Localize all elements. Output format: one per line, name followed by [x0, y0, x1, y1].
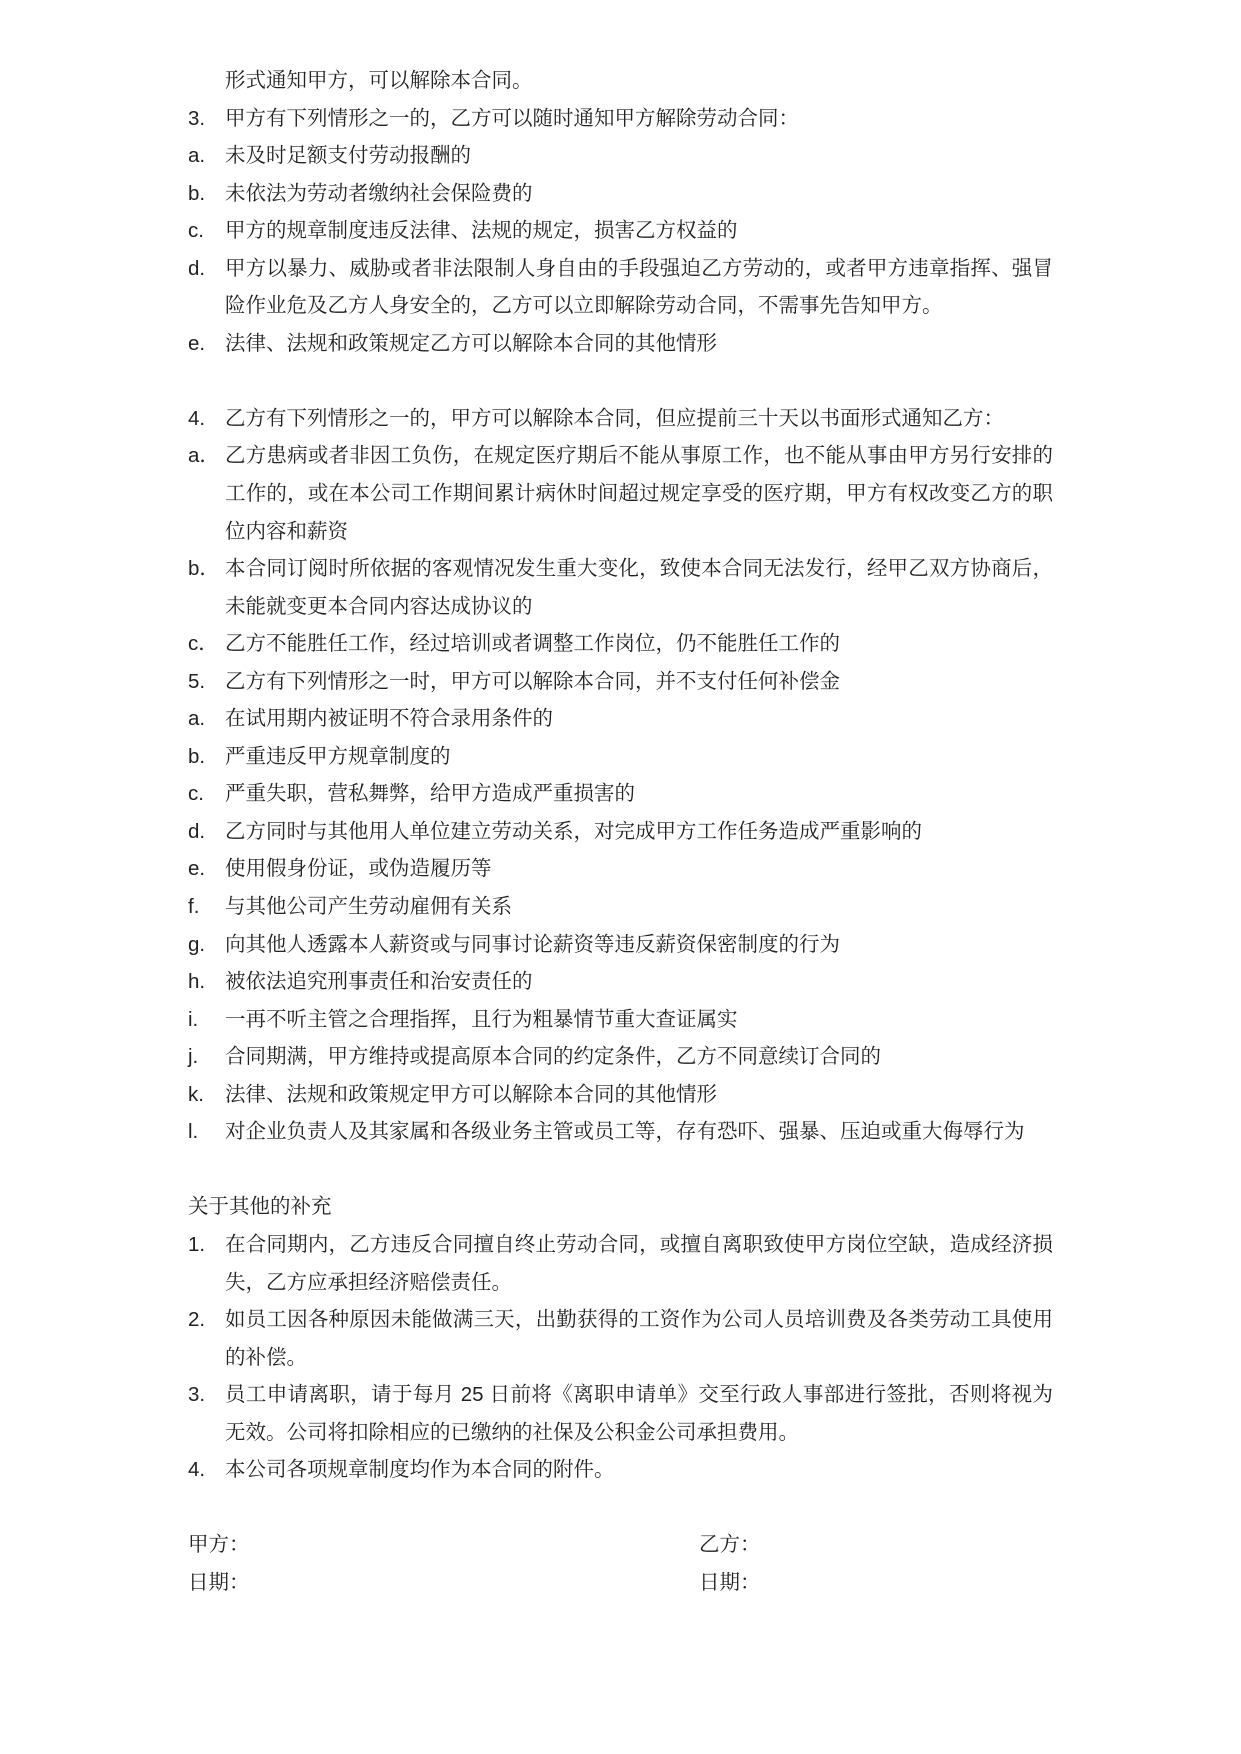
list-item	[0, 137, 1241, 175]
list-item-text: 未及时足额支付劳动报酬的	[225, 144, 471, 168]
list-marker: b．	[188, 557, 220, 581]
list-item-text: 如员工因各种原因未能做满三天，出勤获得的工资作为公司人员培训费及各类劳动工具使用	[225, 1308, 1053, 1332]
list-item-line	[0, 250, 1241, 288]
list-marker: l.	[188, 1120, 199, 1144]
list-item-text: 险作业危及乙方人身安全的，乙方可以立即解除劳动合同，不需事先告知甲方。	[225, 294, 943, 318]
section-heading	[0, 1188, 1241, 1226]
list-marker: e.	[188, 857, 206, 881]
list-marker: a.	[188, 144, 206, 168]
list-item-text: 乙方患病或者非因工负伤，在规定医疗期后不能从事原工作，也不能从事由甲方另行安排的	[225, 444, 1053, 468]
list-item-line	[0, 1264, 1241, 1302]
list-item	[0, 437, 1241, 550]
party-a-date-label: 日期：	[188, 1570, 250, 1594]
list-item-text: 甲方的规章制度违反法律、法规的规定，损害乙方权益的	[225, 219, 738, 243]
list-item-text: 被依法追究刑事责任和治安责任的	[225, 970, 533, 994]
list-item-text: 使用假身份证，或伪造履历等	[225, 857, 492, 881]
list-item	[0, 813, 1241, 851]
list-item-text: 未依法为劳动者缴纳社会保险费的	[225, 181, 533, 205]
list-marker: d.	[188, 819, 206, 843]
list-item-text: 法律、法规和政策规定甲方可以解除本合同的其他情形	[225, 1082, 717, 1106]
list-item-text: 在试用期内被证明不符合录用条件的	[225, 707, 553, 731]
list-item-text: 的补偿。	[225, 1345, 307, 1369]
list-item-line	[0, 513, 1241, 551]
list-item-text: 一再不听主管之合理指挥，且行为粗暴情节重大查证属实	[225, 1007, 738, 1031]
continuation-text: 形式通知甲方，可以解除本合同。	[225, 69, 533, 92]
list-item-text: 失，乙方应承担经济赔偿责任。	[225, 1270, 512, 1294]
list-marker: 2.	[188, 1308, 206, 1332]
list-marker: 1.	[188, 1232, 206, 1256]
list-marker: c．	[188, 632, 219, 656]
list-marker: 3.	[188, 1383, 206, 1407]
list-item-text: 无效。公司将扣除相应的已缴纳的社保及公积金公司承担费用。	[225, 1420, 799, 1444]
date-row	[0, 1564, 1241, 1602]
list-item-line	[0, 1376, 1241, 1414]
list-item	[0, 325, 1241, 363]
clause-3	[0, 100, 1241, 363]
clause-heading	[0, 663, 1241, 701]
clause-number: 4.	[188, 406, 206, 430]
party-a-label: 甲方：	[188, 1533, 250, 1557]
continuation-line	[0, 62, 1241, 100]
list-item-line	[0, 287, 1241, 325]
party-b-date-label: 日期：	[699, 1570, 761, 1594]
list-marker: k.	[188, 1082, 204, 1106]
list-item	[0, 1376, 1241, 1451]
list-item	[0, 738, 1241, 776]
list-item-text: 工作的，或在本公司工作期间累计病休时间超过规定享受的医疗期，甲方有权改变乙方的职	[225, 482, 1053, 506]
list-item-text: 合同期满，甲方维持或提高原本合同的约定条件，乙方不同意续订合同的	[225, 1045, 881, 1069]
clause-5	[0, 663, 1241, 1151]
section-title: 关于其他的补充	[188, 1195, 332, 1219]
list-item-line	[0, 475, 1241, 513]
list-marker: b.	[188, 181, 206, 205]
clause-number: 5.	[188, 669, 206, 693]
list-item	[0, 1451, 1241, 1489]
clause-text: 乙方有下列情形之一的，甲方可以解除本合同，但应提前三十天以书面形式通知乙方：	[225, 406, 1004, 430]
list-item	[0, 888, 1241, 926]
list-marker: f.	[188, 895, 200, 919]
list-item	[0, 775, 1241, 813]
clause-4	[0, 400, 1241, 663]
list-marker: a．	[188, 444, 220, 468]
list-item	[0, 250, 1241, 325]
list-item-text: 严重违反甲方规章制度的	[225, 744, 451, 768]
list-item	[0, 963, 1241, 1001]
paragraph-spacer	[0, 1151, 1241, 1189]
list-item-line	[0, 1301, 1241, 1339]
list-item	[0, 1076, 1241, 1114]
list-marker: d.	[188, 256, 206, 280]
supplement-section	[0, 1188, 1241, 1488]
list-item-text: 法律、法规和政策规定乙方可以解除本合同的其他情形	[225, 331, 717, 355]
list-marker: h.	[188, 970, 206, 994]
list-item-text: 与其他公司产生劳动雇佣有关系	[225, 895, 512, 919]
list-item	[0, 212, 1241, 250]
list-item	[0, 175, 1241, 213]
list-item-text: 严重失职，营私舞弊，给甲方造成严重损害的	[225, 782, 635, 806]
signature-block	[0, 1526, 1241, 1601]
list-marker: 4.	[188, 1458, 206, 1482]
list-marker: j.	[188, 1045, 199, 1069]
list-item	[0, 1301, 1241, 1376]
list-item	[0, 850, 1241, 888]
list-marker: b.	[188, 744, 206, 768]
list-marker: c.	[188, 782, 204, 806]
list-item	[0, 1226, 1241, 1301]
list-item-text: 本公司各项规章制度均作为本合同的附件。	[225, 1458, 615, 1482]
list-item-text: 对企业负责人及其家属和各级业务主管或员工等，存有恐吓、强暴、压迫或重大侮辱行为	[225, 1120, 1025, 1144]
list-item-line	[0, 550, 1241, 588]
list-item	[0, 700, 1241, 738]
list-item	[0, 625, 1241, 663]
list-marker: g.	[188, 932, 206, 956]
list-marker: i.	[188, 1007, 199, 1031]
list-item	[0, 1113, 1241, 1151]
clause-text: 乙方有下列情形之一时，甲方可以解除本合同，并不支付任何补偿金	[225, 669, 840, 693]
list-item-line	[0, 1226, 1241, 1264]
list-item-text: 甲方以暴力、威胁或者非法限制人身自由的手段强迫乙方劳动的，或者甲方违章指挥、强冒	[225, 256, 1053, 280]
list-marker: a.	[188, 707, 206, 731]
list-item-text: 向其他人透露本人薪资或与同事讨论薪资等违反薪资保密制度的行为	[225, 932, 840, 956]
list-item-text: 员工申请离职，请于每月 25 日前将《离职申请单》交至行政人事部进行签批，否则将视为	[225, 1383, 1053, 1407]
clause-heading	[0, 400, 1241, 438]
list-item-text: 乙方不能胜任工作，经过培训或者调整工作岗位，仍不能胜任工作的	[225, 632, 840, 656]
paragraph-spacer	[0, 362, 1241, 400]
list-item	[0, 1001, 1241, 1039]
list-item-text: 在合同期内，乙方违反合同擅自终止劳动合同，或擅自离职致使甲方岗位空缺，造成经济损	[225, 1232, 1053, 1256]
list-item-line	[0, 437, 1241, 475]
list-item-line	[0, 588, 1241, 626]
signature-row	[0, 1526, 1241, 1564]
paragraph-spacer	[0, 1489, 1241, 1527]
list-item-text: 位内容和薪资	[225, 519, 348, 543]
list-marker: e.	[188, 331, 206, 355]
list-item	[0, 550, 1241, 625]
party-b-label: 乙方：	[699, 1533, 761, 1557]
list-item	[0, 926, 1241, 964]
list-item-text: 本合同订阅时所依据的客观情况发生重大变化，致使本合同无法发行，经甲乙双方协商后，	[225, 557, 1053, 581]
clause-number: 3.	[188, 106, 206, 130]
list-item	[0, 1038, 1241, 1076]
clause-text: 甲方有下列情形之一的，乙方可以随时通知甲方解除劳动合同：	[225, 106, 799, 130]
clause-heading	[0, 100, 1241, 138]
list-item-line	[0, 1414, 1241, 1452]
list-marker: c.	[188, 219, 204, 243]
list-item-text: 未能就变更本合同内容达成协议的	[225, 594, 533, 618]
list-item-line	[0, 1339, 1241, 1377]
list-item-text: 乙方同时与其他用人单位建立劳动关系，对完成甲方工作任务造成严重影响的	[225, 819, 922, 843]
